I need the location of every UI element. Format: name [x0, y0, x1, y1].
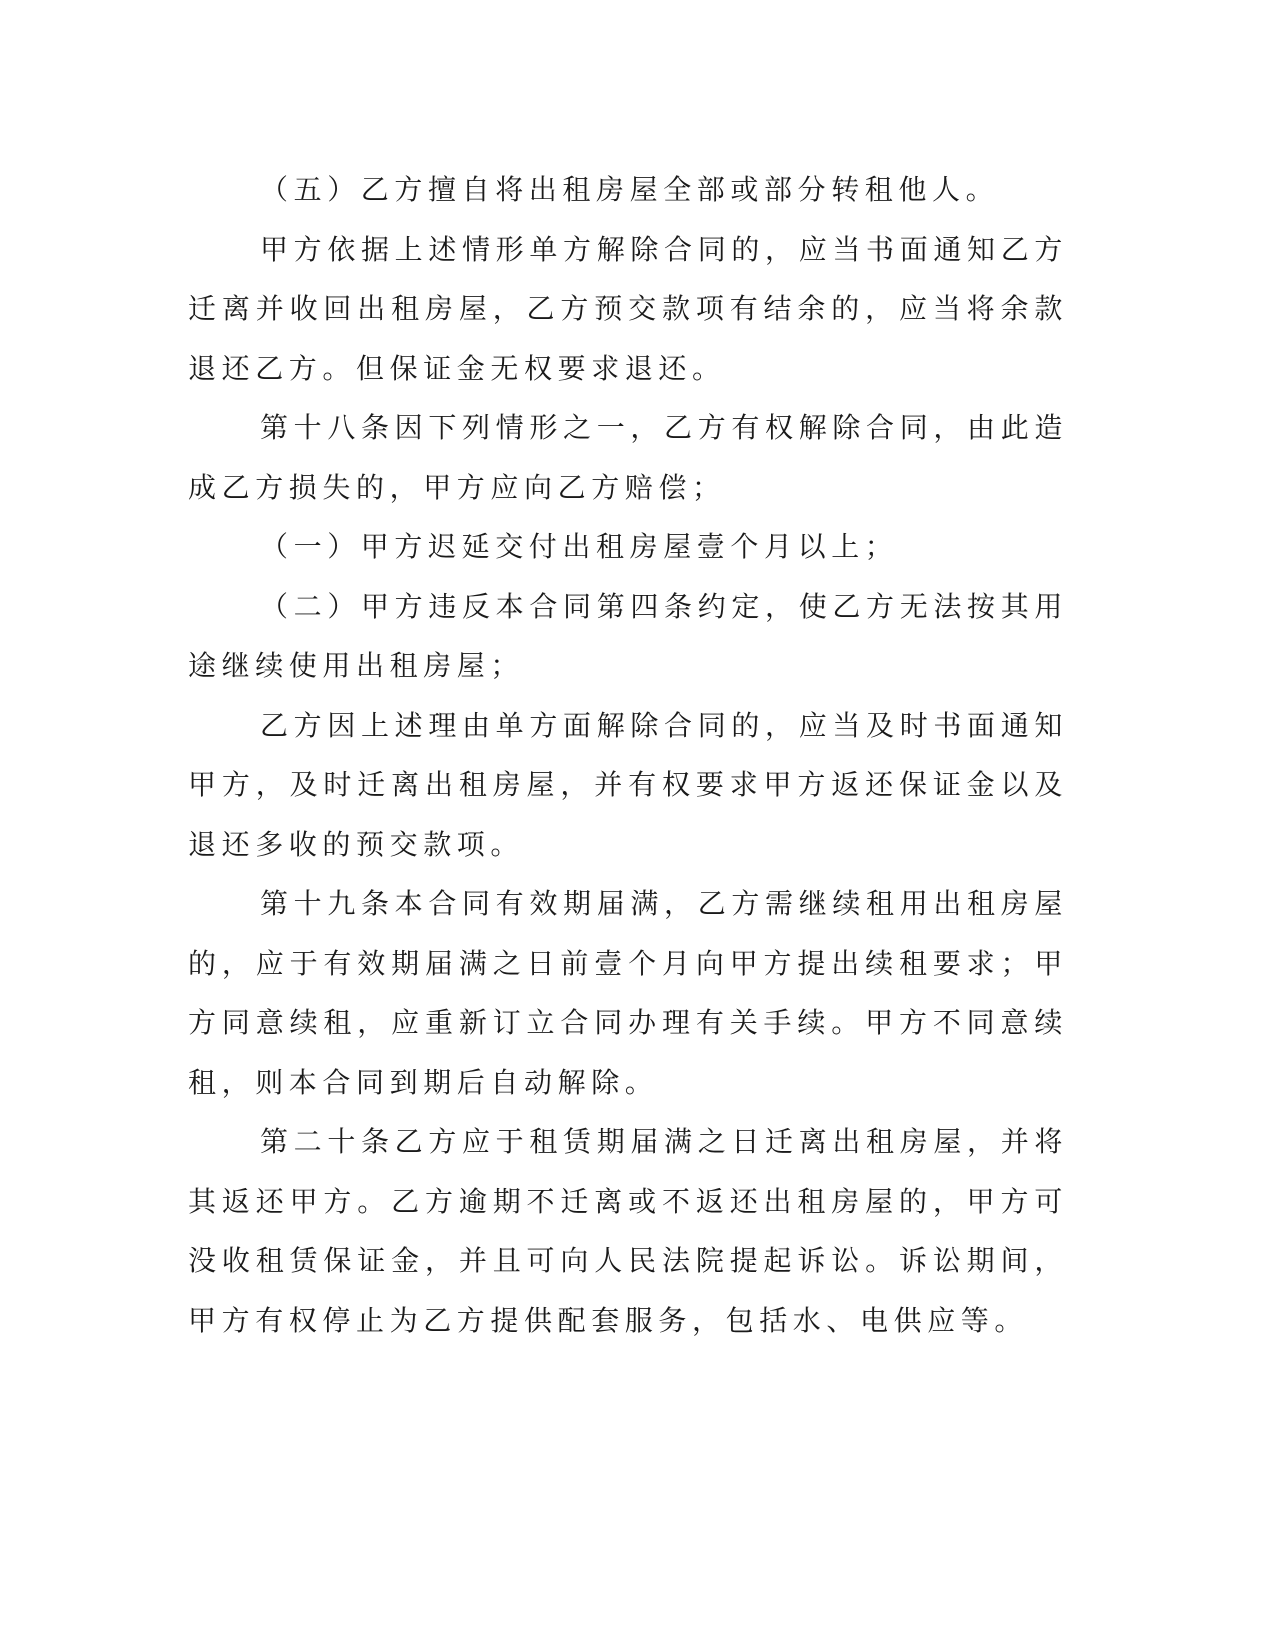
- clause-item-5: （五）乙方擅自将出租房屋全部或部分转租他人。: [260, 173, 1000, 206]
- document-body: [188, 160, 1068, 1350]
- termination-notice-paragraph: 甲方依据上述情形单方解除合同的，应当书面通知乙方迁离并收回出租房屋，乙方预交款项有结余的，应当将余款退还乙方。但保证金无权要求退还。: [188, 232, 1068, 385]
- article-18: 第十八条因下列情形之一，乙方有权解除合同，由此造成乙方损失的，甲方应向乙方赔偿；: [188, 411, 1068, 504]
- clause-item-2: （二）甲方违反本合同第四条约定，使乙方无法按其用途继续使用出租房屋；: [188, 589, 1068, 682]
- article-20: 第二十条乙方应于租赁期届满之日迁离出租房屋，并将其返还甲方。乙方逾期不迁离或不返还出租房屋的，甲方可没收租赁保证金，并且可向人民法院提起诉讼。诉讼期间，甲方有权停止为乙方提供配套服务，包括水、电供应等。: [188, 1125, 1068, 1337]
- article-19: 第十九条本合同有效期届满，乙方需继续租用出租房屋的，应于有效期届满之日前壹个月向甲方提出续租要求；甲方同意续租，应重新订立合同办理有关手续。甲方不同意续租，则本合同到期后自动解除。: [188, 887, 1068, 1099]
- clause-item-1: （一）甲方迟延交付出租房屋壹个月以上；: [260, 530, 899, 563]
- tenant-termination-paragraph: 乙方因上述理由单方面解除合同的，应当及时书面通知甲方，及时迁离出租房屋，并有权要求甲方返还保证金以及退还多收的预交款项。: [188, 708, 1068, 861]
